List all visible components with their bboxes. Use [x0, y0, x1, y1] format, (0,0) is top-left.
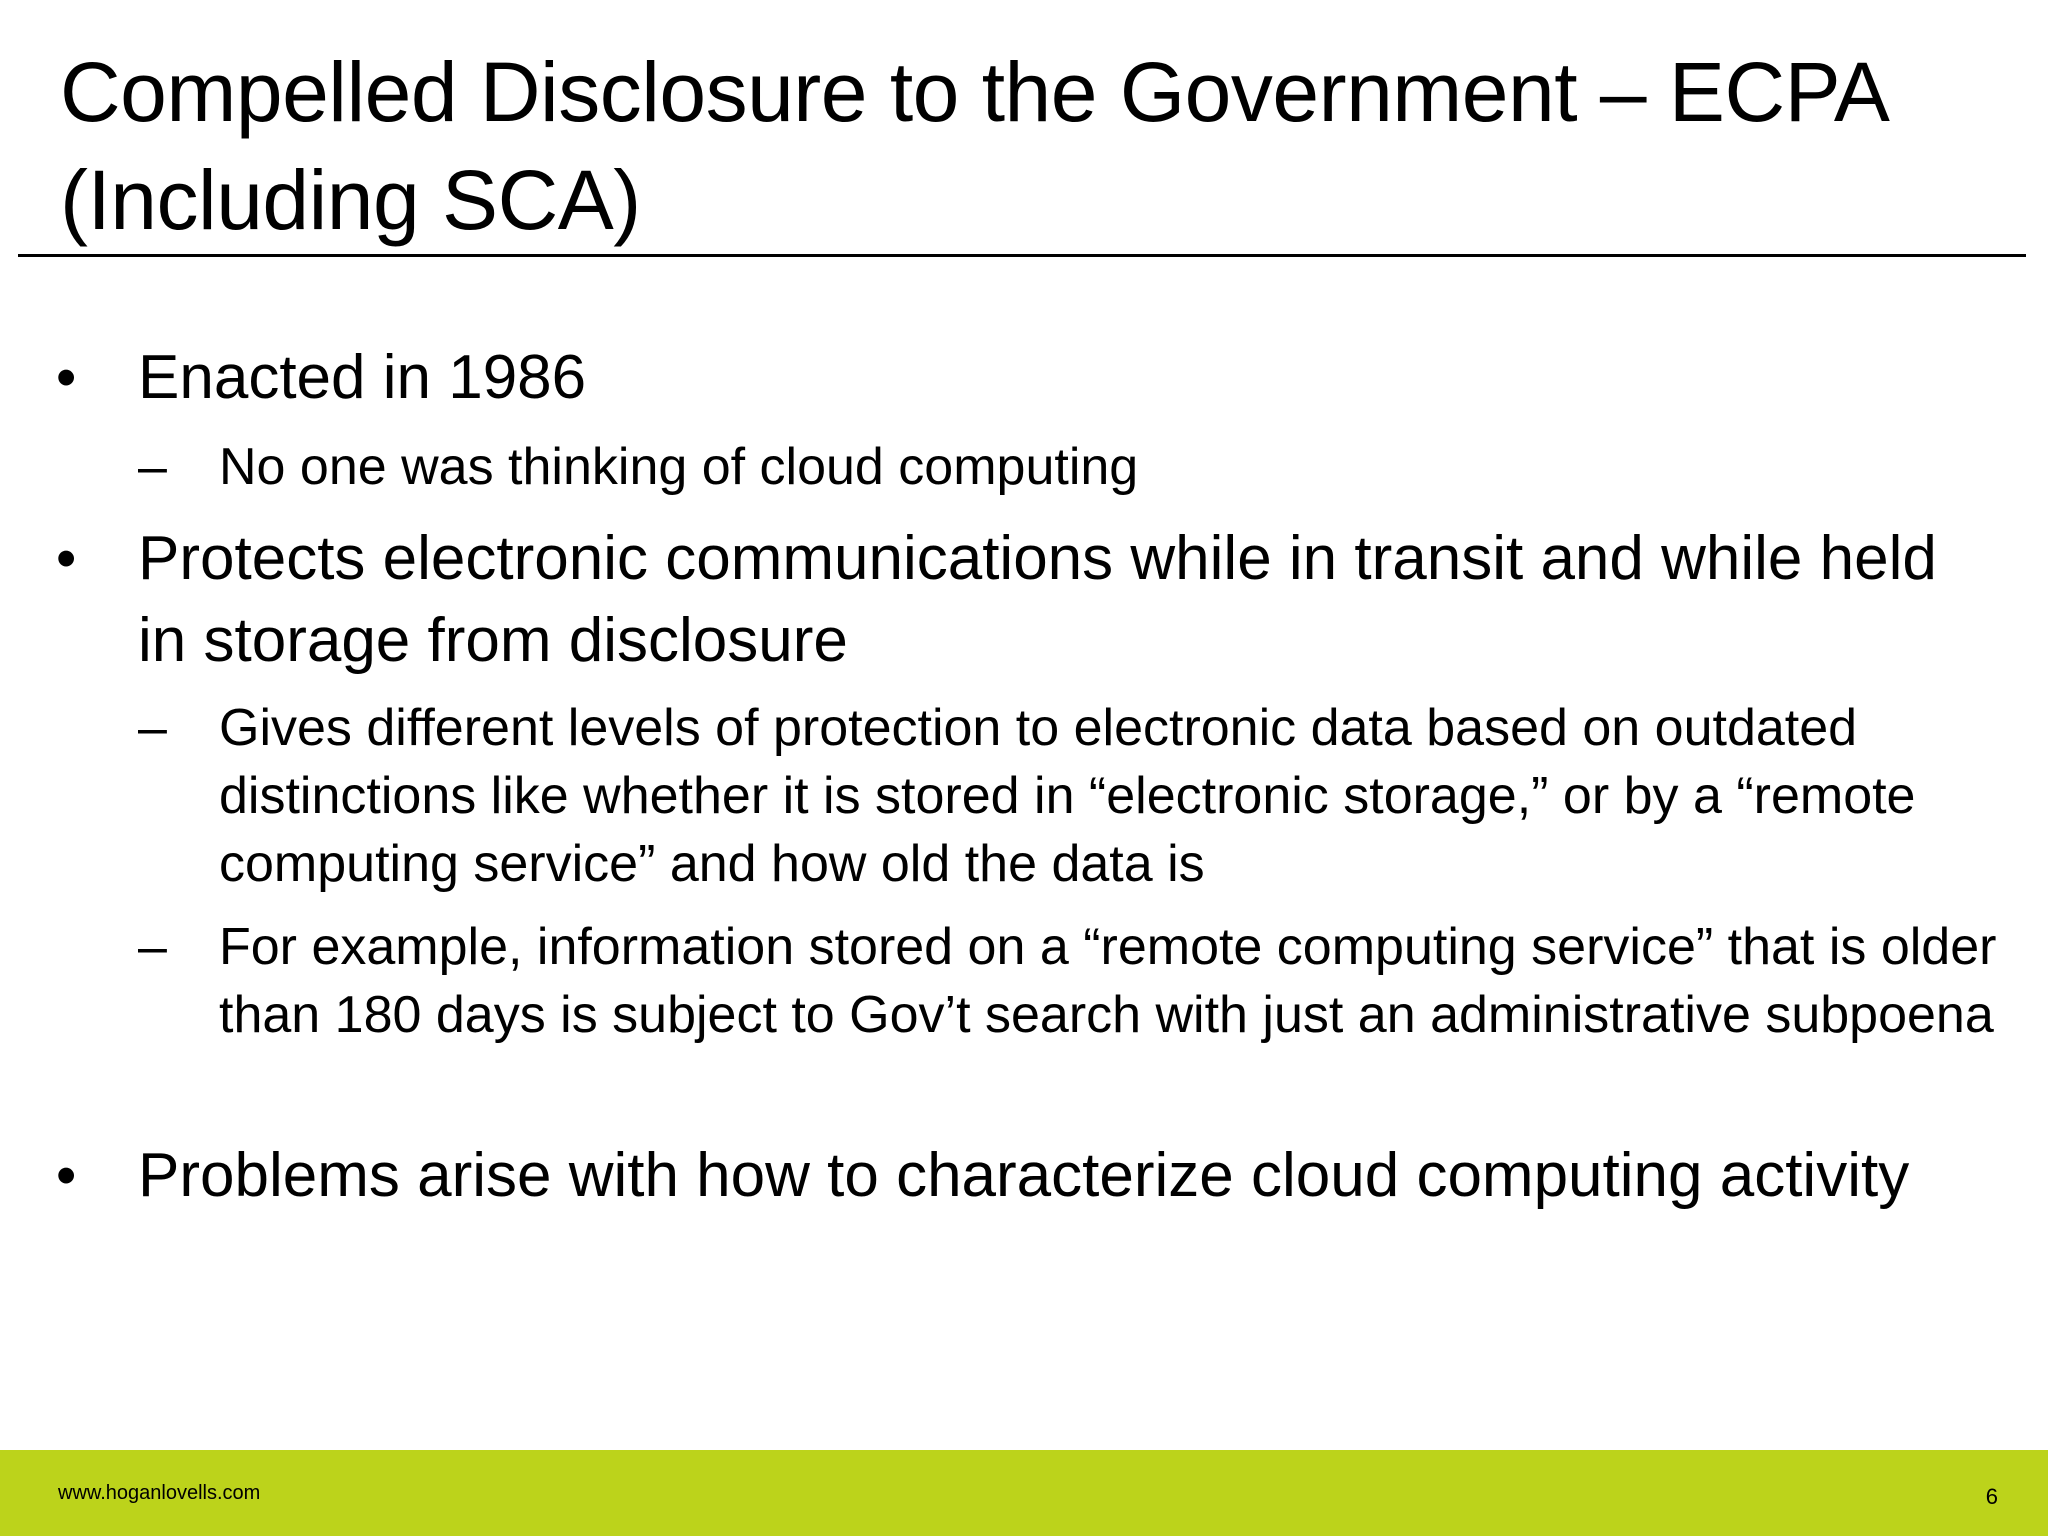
- slide-title: Compelled Disclosure to the Government – ECPA (Including SCA): [60, 45, 1885, 247]
- sub-bullet-marker: –: [138, 699, 167, 757]
- bullet-item: [0, 1135, 2048, 1299]
- page-number: 6: [1985, 1484, 1998, 1509]
- sub-bullet-text: Gives different levels of protection to electronic data based on outdated distinctions like whether it is stored in “electronic storage,” or by a “remote computing service” and how old the data is: [219, 699, 1916, 893]
- sub-bullet-text: No one was thinking of cloud computing: [219, 438, 1139, 496]
- bullet-marker: •: [56, 1143, 77, 1208]
- sub-bullet-item: [0, 433, 2048, 501]
- bullet-item: [0, 518, 2048, 682]
- sub-bullet-marker: –: [138, 918, 167, 976]
- bullet-item: [0, 337, 2048, 419]
- sub-bullet-marker: –: [138, 438, 167, 496]
- bullet-marker: •: [56, 345, 77, 410]
- bullet-text: Protects electronic communications while in transit and while held in storage from disclosure: [138, 524, 1937, 675]
- sub-bullet-item: [0, 913, 2048, 1117]
- sub-bullet-text: For example, information stored on a “remote computing service” that is older than 180 days is subject to Gov’t search with just an administrative subpoena: [219, 918, 1997, 1044]
- sub-bullet-item: [0, 694, 2048, 898]
- title-divider: [18, 254, 2026, 257]
- bullet-marker: •: [56, 526, 77, 591]
- footer-url: www.hoganlovells.com: [58, 1482, 261, 1504]
- bullet-text: Enacted in 1986: [138, 343, 587, 412]
- bullet-text: Problems arise with how to characterize cloud computing activity: [138, 1141, 1910, 1210]
- footer-bar: [0, 1450, 2048, 1536]
